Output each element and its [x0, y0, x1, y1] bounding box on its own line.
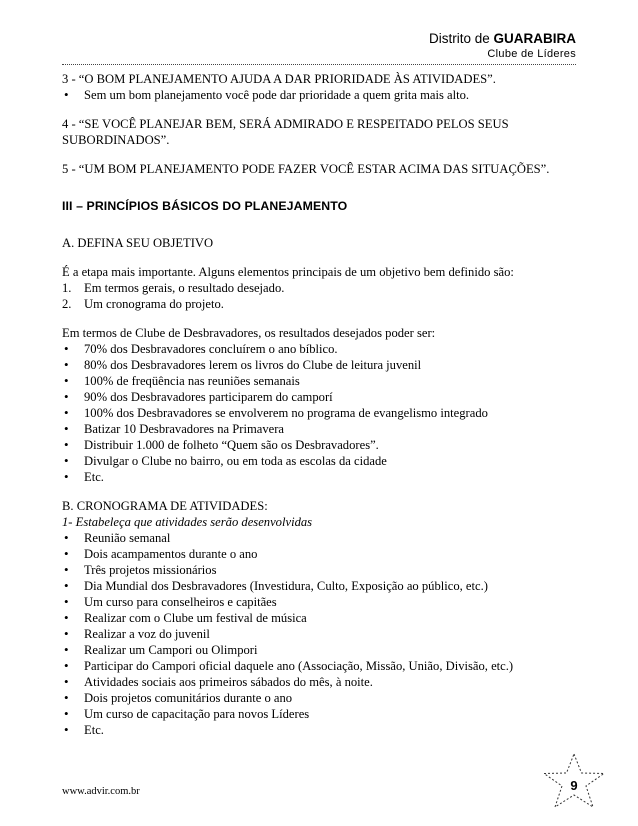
list-text: Em termos gerais, o resultado desejado. — [84, 281, 285, 295]
list-item: • 100% dos Desbravadores se envolverem no programa de evangelismo integrado — [62, 405, 580, 421]
intro-item-3: 3 - “O BOM PLANEJAMENTO AJUDA A DAR PRIORIDADE ÀS ATIVIDADES”. — [62, 72, 496, 86]
list-item: • Batizar 10 Desbravadores na Primavera — [62, 421, 580, 437]
list-item: • Um curso de capacitação para novos Líderes — [62, 706, 580, 722]
list-item: • Atividades sociais aos primeiros sábados do mês, à noite. — [62, 674, 580, 690]
header-divider — [62, 64, 576, 65]
list-number: 1. — [62, 281, 72, 295]
intro-item-4: 4 - “SE VOCÊ PLANEJAR BEM, SERÁ ADMIRADO E RESPEITADO PELOS SEUS SUBORDINADOS”. — [62, 117, 509, 147]
list-item: • 100% de freqüência nas reuniões semanais — [62, 373, 580, 389]
list-text: Um cronograma do projeto. — [84, 297, 224, 311]
schedule-subheading: 1- Estabeleça que atividades serão desenvolvidas — [62, 515, 313, 529]
objective-intro: É a etapa mais importante. Alguns elementos principais de um objetivo bem definido são: — [62, 265, 514, 279]
list-item: • Dois acampamentos durante o ano — [62, 546, 580, 562]
header-title-district: GUARABIRA — [493, 31, 576, 46]
list-item: • Etc. — [62, 469, 580, 485]
page-header — [62, 31, 576, 65]
list-item: • Dia Mundial dos Desbravadores (Investidura, Culto, Exposição ao público, etc.) — [62, 578, 580, 594]
list-item: • Reunião semanal — [62, 530, 580, 546]
list-item: • 80% dos Desbravadores lerem os livros do Clube de leitura juvenil — [62, 357, 580, 373]
list-item: • Dois projetos comunitários durante o ano — [62, 690, 580, 706]
objective-numbered-list — [62, 280, 580, 312]
intro-item-5: 5 - “UM BOM PLANEJAMENTO PODE FAZER VOCÊ ESTAR ACIMA DAS SITUAÇÕES”. — [62, 162, 550, 176]
list-number: 2. — [62, 297, 72, 311]
list-item: • 70% dos Desbravadores concluírem o ano bíblico. — [62, 341, 580, 357]
header-title — [62, 31, 576, 47]
header-subtitle: Clube de Líderes — [487, 48, 576, 60]
list-item: • Realizar com o Clube um festival de música — [62, 610, 580, 626]
results-intro: Em termos de Clube de Desbravadores, os resultados desejados poder ser: — [62, 326, 436, 340]
list-item: • Três projetos missionários — [62, 562, 580, 578]
list-item: • Um curso para conselheiros e capitães — [62, 594, 580, 610]
list-item: • Divulgar o Clube no bairro, ou em toda as escolas da cidade — [62, 453, 580, 469]
list-item: • Etc. — [62, 722, 580, 738]
page-number: 9 — [570, 778, 578, 793]
list-item: • Distribuir 1.000 de folheto “Quem são os Desbravadores”. — [62, 437, 580, 453]
section-title: III – PRINCÍPIOS BÁSICOS DO PLANEJAMENTO — [62, 199, 348, 213]
list-item: • Sem um bom planejamento você pode dar prioridade a quem grita mais alto. — [62, 87, 580, 103]
list-item: • Participar do Campori oficial daquele ano (Associação, Missão, União, Divisão, etc.) — [62, 658, 580, 674]
schedule-heading: B. CRONOGRAMA DE ATIVIDADES: — [62, 499, 268, 513]
list-item — [62, 280, 580, 296]
header-title-prefix: Distrito de — [428, 31, 494, 46]
schedule-list — [62, 530, 580, 738]
list-item: • 90% dos Desbravadores participarem do camporí — [62, 389, 580, 405]
intro-item-3-bullets — [62, 87, 580, 103]
objective-heading: A. DEFINA SEU OBJETIVO — [62, 236, 214, 250]
list-item: • Realizar um Campori ou Olimpori — [62, 642, 580, 658]
footer-website-link[interactable]: www.advir.com.br — [62, 786, 140, 797]
list-item: • Realizar a voz do juvenil — [62, 626, 580, 642]
results-list — [62, 341, 580, 485]
list-item — [62, 296, 580, 312]
page-content — [62, 71, 580, 738]
